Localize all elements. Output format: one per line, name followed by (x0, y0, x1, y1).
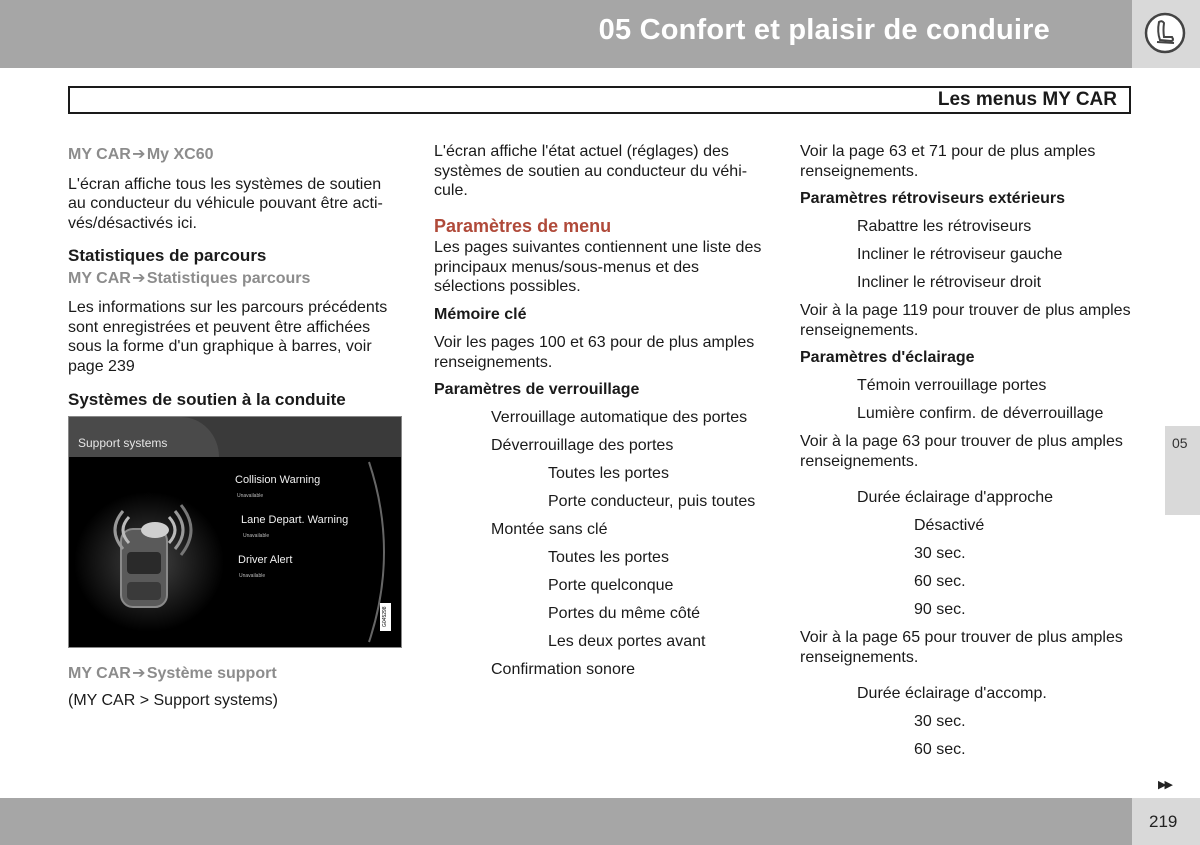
path-leaf: Statistiques parcours (146, 269, 311, 287)
menu-option: Porte conducteur, puis toutes (548, 493, 756, 510)
chapter-side-tab (1165, 426, 1200, 515)
double-arrow-right-icon: ▶▶ (1158, 779, 1171, 791)
column-3 (800, 142, 1140, 768)
menu-item: Lumière confirm. de déverrouillage (857, 405, 1104, 422)
menu-option: 60 sec. (914, 573, 966, 590)
menu-option: Les deux portes avant (548, 633, 706, 650)
menu-path-systeme-support (68, 664, 403, 684)
menu-option: 60 sec. (914, 741, 966, 758)
path-root: MY CAR (68, 664, 131, 682)
footer-band (0, 798, 1132, 845)
path-root: MY CAR (68, 269, 131, 287)
menu-item: Déverrouillage des portes (491, 437, 674, 454)
arrow-right-icon: ➔ (132, 269, 146, 287)
arrow-right-icon: ➔ (132, 146, 146, 163)
chapter-icon-box (1132, 0, 1200, 68)
menu-option: 30 sec. (914, 545, 966, 562)
screen-item-status: Unavailable (239, 572, 266, 579)
paragraph: Voir les pages 100 et 63 pour de plus amples renseignements. (434, 334, 755, 371)
screen-item-driver-alert: Driver Alert (238, 553, 293, 566)
menu-option: Désactivé (914, 517, 985, 534)
column-1 (68, 145, 403, 711)
paragraph: L'écran affiche tous les systèmes de soutien au conducteur du véhicule pouvant être acti-vés/désactivés ici. (68, 175, 383, 232)
menu-item: Incliner le rétroviseur gauche (857, 246, 1063, 263)
paragraph: L'écran affiche l'état actuel (réglages) des systèmes de soutien au conducteur du véhi-cule. (434, 143, 748, 199)
screen-item-collision-warning: Collision Warning (235, 473, 321, 486)
path-leaf: Système support (146, 664, 277, 682)
section-title: Les menus MY CAR (937, 89, 1117, 110)
heading-statistiques: Statistiques de parcours (68, 246, 267, 265)
path-leaf: My XC60 (146, 146, 214, 163)
heading-parametres-menu: Paramètres de menu (434, 215, 612, 236)
column-2 (434, 142, 774, 688)
section-bar (68, 86, 1131, 114)
page-number-box (1132, 798, 1200, 845)
menu-path-statistiques (68, 269, 403, 289)
header-band (0, 0, 1132, 68)
paragraph: Les informations sur les parcours précédents sont enregistrées et peuvent être affichées sous la forme d'un graphique à barres, voir page 239 (68, 299, 388, 375)
menu-option: Toutes les portes (548, 465, 669, 482)
menu-item: Montée sans clé (491, 521, 608, 538)
menu-item: Verrouillage automatique des portes (491, 409, 748, 426)
seat-icon (1144, 12, 1186, 54)
paragraph: Voir à la page 63 pour trouver de plus amples renseignements. (800, 433, 1123, 470)
heading-retroviseurs: Paramètres rétroviseurs extérieurs (800, 190, 1066, 207)
screen-item-lane-depart-warning: Lane Depart. Warning (241, 513, 349, 526)
menu-option: Toutes les portes (548, 549, 669, 566)
heading-eclairage: Paramètres d'éclairage (800, 349, 975, 366)
paragraph: Voir la page 63 et 71 pour de plus amples renseignements. (800, 143, 1096, 180)
chapter-title: 05 Confort et plaisir de conduire (598, 14, 1050, 46)
page-number: 219 (1149, 812, 1178, 831)
path-root: MY CAR (68, 146, 131, 163)
paragraph: Les pages suivantes contiennent une liste des principaux menus/sous-menus et des sélections possibles. (434, 239, 762, 295)
menu-option: 30 sec. (914, 713, 966, 730)
screen-item-status: Unavailable (243, 532, 270, 539)
menu-item: Témoin verrouillage portes (857, 377, 1047, 394)
menu-option: Porte quelconque (548, 577, 674, 594)
screen-header (69, 417, 402, 457)
paragraph: Voir à la page 65 pour trouver de plus amples renseignements. (800, 629, 1123, 666)
menu-option: 90 sec. (914, 601, 966, 618)
menu-item: Durée éclairage d'approche (857, 489, 1054, 506)
menu-item: Durée éclairage d'accomp. (857, 685, 1047, 702)
heading-systemes-soutien: Systèmes de soutien à la conduite (68, 390, 346, 409)
heading-verrouillage: Paramètres de verrouillage (434, 381, 640, 398)
chapter-side-tab-label: 05 (1172, 435, 1188, 451)
screen-title: Support systems (78, 435, 168, 450)
menu-item: Incliner le rétroviseur droit (857, 274, 1042, 291)
menu-item: Rabattre les rétroviseurs (857, 218, 1032, 235)
paragraph: Voir à la page 119 pour trouver de plus amples renseignements. (800, 302, 1131, 339)
support-systems-screen (68, 416, 402, 648)
paragraph: (MY CAR > Support systems) (68, 692, 278, 709)
heading-memoire-cle: Mémoire clé (434, 305, 527, 323)
figure-code: G045298 (380, 603, 391, 631)
arrow-right-icon: ➔ (132, 664, 146, 682)
menu-item: Confirmation sonore (491, 661, 636, 678)
menu-option: Portes du même côté (548, 605, 701, 622)
menu-path-my-xc60 (68, 145, 403, 165)
screen-item-status: Unavailable (237, 492, 264, 499)
